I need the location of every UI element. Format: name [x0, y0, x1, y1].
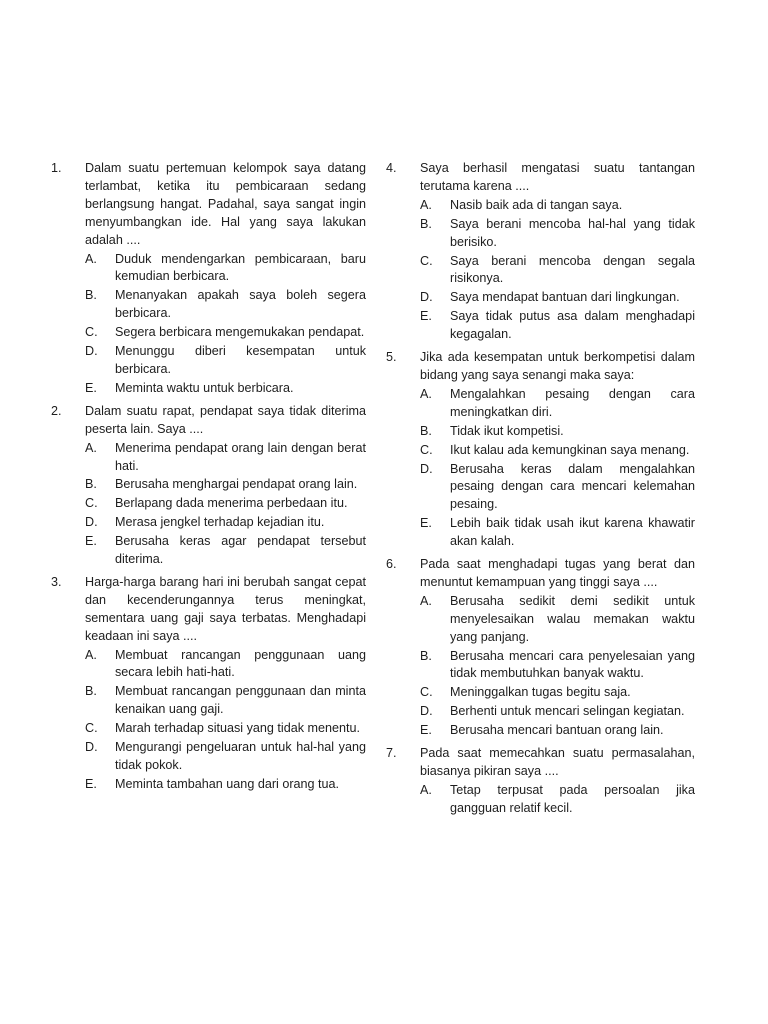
- question-text: Harga-harga barang hari ini berubah sangat cepat dan kecenderungannya terus meningkat, sementara uang gaji saya terbatas. Menghadapi keadaan ini saya ....: [85, 574, 366, 643]
- option-text: Tetap terpusat pada persoalan jika gangguan relatif kecil.: [450, 782, 695, 815]
- option-text: Ikut kalau ada kemungkinan saya menang.: [450, 442, 690, 457]
- option-text: Tidak ikut kompetisi.: [450, 423, 564, 438]
- option-letter: C.: [420, 442, 433, 457]
- answer-option: [420, 197, 695, 215]
- answer-options: [420, 782, 695, 818]
- option-letter: D.: [85, 740, 98, 755]
- option-letter: C.: [85, 325, 98, 340]
- answer-option: [420, 782, 695, 818]
- option-text: Menanyakan apakah saya boleh segera berbicara.: [115, 288, 366, 321]
- option-letter: B.: [420, 216, 432, 231]
- answer-options: [85, 647, 366, 794]
- answer-option: [85, 495, 366, 513]
- option-letter: D.: [85, 344, 98, 359]
- option-letter: E.: [85, 534, 97, 549]
- option-letter: B.: [420, 423, 432, 438]
- answer-option: [85, 287, 366, 323]
- option-text: Saya berani mencoba dengan segala risikonya.: [450, 253, 695, 286]
- option-letter: A.: [85, 251, 97, 266]
- question-3: [48, 574, 366, 794]
- answer-option: [85, 380, 366, 398]
- answer-option: [420, 515, 695, 551]
- answer-option: [85, 343, 366, 379]
- option-letter: E.: [420, 309, 432, 324]
- answer-option: [420, 703, 695, 721]
- answer-option: [420, 648, 695, 684]
- question-text: Dalam suatu pertemuan kelompok saya datang terlambat, ketika itu pembicaraan sedang berlangsung hangat. Padahal, saya sangat ingin menyumbangkan ide. Hal yang saya lakukan adalah ....: [85, 161, 366, 247]
- question-text: Saya berhasil mengatasi suatu tantangan terutama karena ....: [420, 161, 695, 193]
- answer-option: [420, 308, 695, 344]
- answer-options: [420, 593, 695, 740]
- answer-option: [85, 647, 366, 683]
- option-text: Mengalahkan pesaing dengan cara meningkatkan diri.: [450, 386, 695, 419]
- option-letter: B.: [85, 684, 97, 699]
- option-text: Mengurangi pengeluaran untuk hal-hal yang tidak pokok.: [115, 740, 366, 772]
- question-text: Pada saat memecahkan suatu permasalahan, biasanya pikiran saya ....: [420, 746, 695, 778]
- option-text: Berusaha menghargai pendapat orang lain.: [115, 477, 358, 492]
- option-letter: E.: [85, 380, 97, 395]
- question-2: [48, 403, 366, 569]
- option-text: Segera berbicara mengemukakan pendapat.: [115, 325, 365, 340]
- option-text: Menerima pendapat orang lain dengan berat hati.: [115, 440, 366, 473]
- answer-option: [420, 461, 695, 515]
- question-4: [383, 160, 695, 344]
- answer-option: [85, 739, 366, 775]
- option-text: Marah terhadap situasi yang tidak menentu.: [115, 721, 361, 736]
- option-letter: A.: [420, 593, 432, 608]
- option-text: Lebih baik tidak usah ikut karena khawatir akan kalah.: [450, 516, 695, 549]
- question-1: [48, 160, 366, 398]
- answer-option: [420, 722, 695, 740]
- option-letter: A.: [420, 386, 432, 401]
- answer-option: [85, 514, 366, 532]
- option-letter: D.: [85, 515, 98, 530]
- answer-option: [420, 593, 695, 647]
- option-text: Berlapang dada menerima perbedaan itu.: [115, 496, 348, 511]
- option-letter: B.: [85, 477, 97, 492]
- option-text: Berusaha mencari cara penyelesaian yang tidak membutuhkan banyak waktu.: [450, 648, 695, 681]
- option-text: Berusaha keras dalam mengalahkan pesaing dengan cara mencari kelemahan pesaing.: [450, 461, 695, 512]
- option-text: Merasa jengkel terhadap kejadian itu.: [115, 515, 325, 530]
- option-letter: A.: [420, 197, 432, 212]
- option-text: Meninggalkan tugas begitu saja.: [450, 685, 631, 700]
- option-text: Saya berani mencoba hal-hal yang tidak berisiko.: [450, 216, 695, 249]
- option-letter: E.: [85, 776, 97, 791]
- question-number: 1.: [51, 161, 62, 175]
- answer-option: [420, 684, 695, 702]
- question-text: Dalam suatu rapat, pendapat saya tidak diterima peserta lain. Saya ....: [85, 403, 366, 436]
- option-text: Membuat rancangan penggunaan dan minta kenaikan uang gaji.: [115, 684, 366, 717]
- option-letter: E.: [420, 723, 432, 738]
- answer-option: [420, 386, 695, 422]
- option-letter: B.: [85, 288, 97, 303]
- option-text: Meminta tambahan uang dari orang tua.: [115, 776, 340, 791]
- question-7: [383, 745, 695, 818]
- question-5: [383, 349, 695, 551]
- answer-options: [420, 386, 695, 551]
- question-text: Pada saat menghadapi tugas yang berat dan menuntut kemampuan yang tinggi saya ....: [420, 557, 695, 589]
- option-letter: A.: [420, 782, 432, 797]
- option-letter: B.: [420, 648, 432, 663]
- option-letter: D.: [420, 461, 433, 476]
- question-number: 2.: [51, 403, 62, 418]
- option-text: Meminta waktu untuk berbicara.: [115, 380, 294, 395]
- answer-options: [85, 251, 366, 398]
- option-letter: C.: [420, 253, 433, 268]
- option-letter: C.: [85, 496, 98, 511]
- answer-option: [420, 442, 695, 460]
- option-text: Duduk mendengarkan pembicaraan, baru kemudian berbicara.: [115, 251, 366, 284]
- option-letter: C.: [85, 721, 98, 736]
- answer-option: [85, 324, 366, 342]
- option-letter: A.: [85, 647, 97, 662]
- question-6: [383, 556, 695, 740]
- option-letter: D.: [420, 704, 433, 719]
- answer-option: [85, 720, 366, 738]
- option-letter: C.: [420, 685, 433, 700]
- option-letter: E.: [420, 516, 432, 531]
- option-text: Nasib baik ada di tangan saya.: [450, 197, 623, 212]
- question-number: 3.: [51, 574, 62, 589]
- option-text: Berusaha mencari bantuan orang lain.: [450, 723, 664, 738]
- option-text: Berusaha sedikit demi sedikit untuk menyelesaikan walau memakan waktu yang panjang.: [450, 593, 695, 644]
- answer-option: [85, 476, 366, 494]
- left-column: [48, 160, 366, 799]
- question-number: 4.: [386, 161, 397, 175]
- option-letter: A.: [85, 440, 97, 455]
- option-text: Membuat rancangan penggunaan uang secara lebih hati-hati.: [115, 647, 366, 680]
- answer-option: [85, 533, 366, 569]
- question-number: 7.: [386, 746, 397, 761]
- option-text: Berusaha keras agar pendapat tersebut diterima.: [115, 534, 366, 567]
- question-number: 6.: [386, 557, 397, 572]
- option-text: Berhenti untuk mencari selingan kegiatan.: [450, 704, 685, 719]
- option-text: Saya mendapat bantuan dari lingkungan.: [450, 290, 680, 305]
- answer-option: [85, 776, 366, 794]
- answer-options: [85, 440, 366, 569]
- answer-option: [85, 251, 366, 287]
- answer-option: [85, 440, 366, 476]
- answer-option: [420, 289, 695, 307]
- option-letter: D.: [420, 290, 433, 305]
- right-column: [383, 160, 695, 823]
- answer-option: [420, 253, 695, 289]
- question-text: Jika ada kesempatan untuk berkompetisi dalam bidang yang saya senangi maka saya:: [420, 350, 695, 382]
- answer-option: [420, 423, 695, 441]
- answer-option: [85, 683, 366, 719]
- option-text: Menunggu diberi kesempatan untuk berbicara.: [115, 344, 366, 376]
- option-text: Saya tidak putus asa dalam menghadapi kegagalan.: [450, 309, 695, 342]
- answer-option: [420, 216, 695, 252]
- question-number: 5.: [386, 350, 397, 365]
- answer-options: [420, 197, 695, 344]
